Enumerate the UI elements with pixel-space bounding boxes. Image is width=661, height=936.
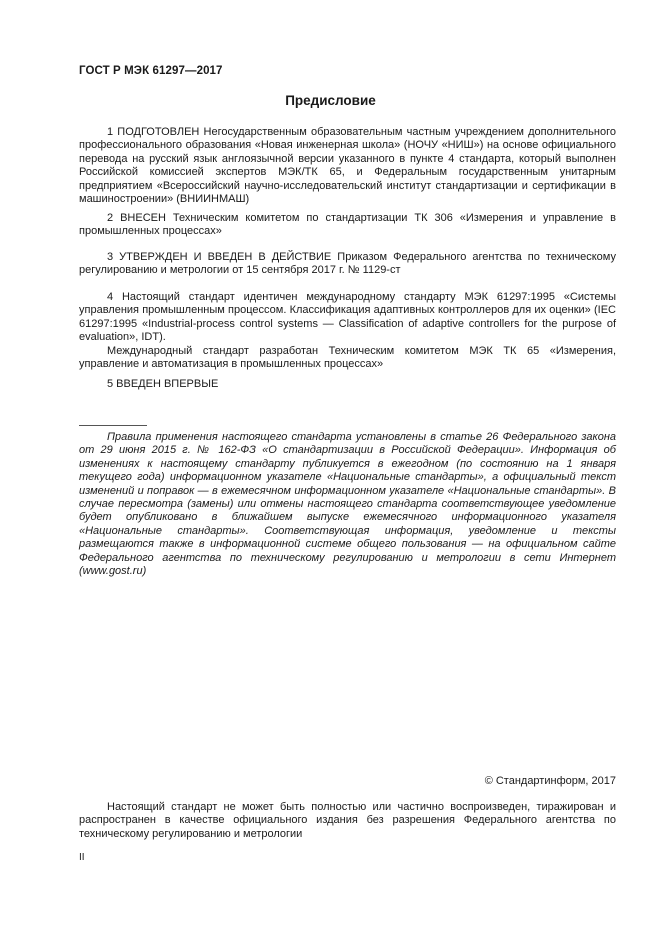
copyright-line: © Стандартинформ, 2017 <box>484 775 616 787</box>
section-4-identical <box>79 291 616 371</box>
reprint-text: Настоящий стандарт не может быть полностью или частично воспроизведен, тиражирован и распространен в качестве официального издания без разрешения Федерального агентства по техническому регулированию и метрологии <box>79 801 616 840</box>
section-5-introduced <box>79 378 616 391</box>
section-1-text: 1 ПОДГОТОВЛЕН Негосударственным образовательным частным учреждением дополнительного профессионального образования «Новая инженерная школа» (НОЧУ «НИШ») на основе официального перевода на русский язык англоязычной версии указанного в пункте 4 стандарта, который выполнен Российской комиссией экспертов МЭК/ТК 65, и Федеральным государственным унитарным предприятием «Всероссийский научно-исследовательский институт стандартизации и сертификации в машиностроении» (ВНИИНМАШ) <box>79 126 616 206</box>
standard-rules-notice <box>79 431 616 578</box>
section-2-text: 2 ВНЕСЕН Техническим комитетом по стандартизации ТК 306 «Измерения и управление в промышленных процессах» <box>79 212 616 238</box>
section-4-text: 4 Настоящий стандарт идентичен международному стандарту МЭК 61297:1995 «Системы управления промышленным процессом. Классификация адаптивных контроллеров для их оценки» (IEC 61297:1995 «Industrial-process control systems — Classification of adaptive controllers for the purpose of evaluation», IDT). <box>79 291 616 344</box>
section-2-submitted <box>79 212 616 239</box>
section-3-approved <box>79 251 616 278</box>
section-5-text: 5 ВВЕДЕН ВПЕРВЫЕ <box>107 378 219 390</box>
page-title: Предисловие <box>285 93 376 108</box>
section-3-text: 3 УТВЕРЖДЕН И ВВЕДЕН В ДЕЙСТВИЕ Приказом Федерального агентства по техническому регулированию и метрологии от 15 сентября 2017 г. № 1129-ст <box>79 251 616 277</box>
notice-text: Правила применения настоящего стандарта установлены в статье 26 Федерального закона от 29 июня 2015 г. № 162-ФЗ «О стандартизации в Российской Федерации». Информация об изменениях к настоящему стандарту публикуется в ежегодном (по состоянию на 1 января текущего года) информационном указателе «Национальные стандарты», а официальный текст изменений и поправок — в ежемесячном информационном указателе «Национальные стандарты». В случае пересмотра (замены) или отмены настоящего стандарта соответствующее уведомление будет опубликовано в ближайшем выпуске ежемесячного информационного указателя «Национальные стандарты». Соответствующая информация, уведомление и тексты размещаются также в информационной системе общего пользования — на официальном сайте Федерального агентства по техническому регулированию и метрологии в сети Интернет (www.gost.ru) <box>79 431 616 578</box>
page-number: II <box>79 852 85 863</box>
section-1-prepared <box>79 126 616 206</box>
section-4-text-2: Международный стандарт разработан Техническим комитетом МЭК ТК 65 «Измерения, управление и автоматизация в промышленных процессах» <box>79 344 616 371</box>
document-code-header: ГОСТ Р МЭК 61297—2017 <box>79 65 223 77</box>
notice-divider <box>79 425 147 426</box>
reprint-restriction <box>79 801 616 841</box>
